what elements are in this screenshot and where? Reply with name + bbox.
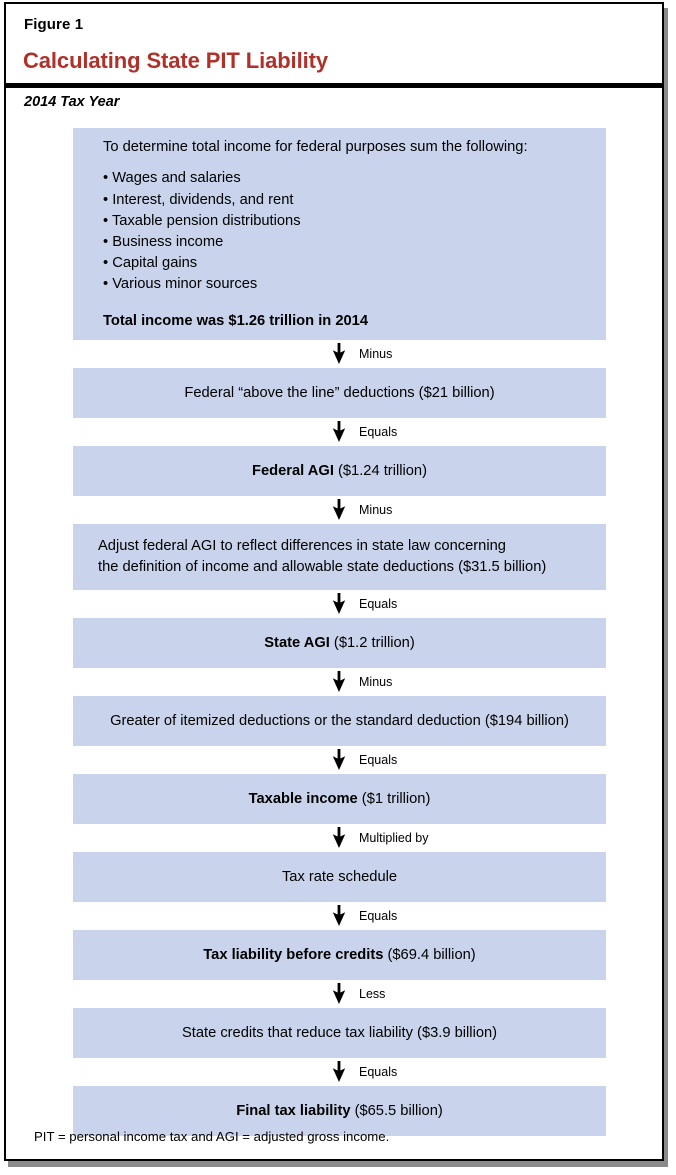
tax-rate-schedule-label: Tax rate schedule [281, 868, 398, 885]
connector-equals-5 [73, 1058, 606, 1086]
final-tax-liability-term: Final tax liability [236, 1102, 351, 1119]
state-agi-amount: ($1.2 trillion) [329, 634, 415, 651]
connector-minus-3 [73, 668, 606, 696]
connector-label-minus-3: Minus [359, 675, 393, 689]
connector-equals-1 [73, 418, 606, 446]
state-agi-term: State AGI [264, 634, 330, 651]
connector-label-minus-1: Minus [359, 347, 393, 361]
arrow-down-icon [332, 1061, 347, 1083]
header-divider-rule [6, 83, 662, 88]
federal-agi-amount: ($1.24 trillion) [333, 462, 427, 479]
connector-label-minus-2: Minus [359, 503, 393, 517]
flow-box-taxable-income [73, 774, 606, 824]
final-tax-liability-label [236, 1101, 443, 1122]
flow-box-tax-liability-before-credits [73, 930, 606, 980]
arrow-down-icon [332, 593, 347, 615]
connector-equals-2 [73, 590, 606, 618]
flow-box-tax-rate-schedule [73, 852, 606, 902]
connector-label-equals-3: Equals [359, 753, 398, 767]
connector-minus-2 [73, 496, 606, 524]
arrow-down-icon [332, 671, 347, 693]
figure-frame [4, 2, 664, 1161]
arrow-down-icon [332, 905, 347, 927]
connector-minus-1 [73, 340, 606, 368]
figure-footnote: PIT = personal income tax and AGI = adjusted gross income. [34, 1129, 390, 1144]
figure-subtitle: 2014 Tax Year [24, 94, 120, 110]
tax-liability-before-credits-term: Tax liability before credits [203, 946, 384, 963]
state-credits-label: State credits that reduce tax liability ($3.9 billion) [181, 1024, 498, 1041]
arrow-down-icon [332, 749, 347, 771]
final-tax-liability-amount: ($65.5 billion) [350, 1102, 443, 1119]
flow-box-state-credits [73, 1008, 606, 1058]
figure-number-label: Figure 1 [24, 16, 84, 33]
bullet-various-minor-sources: • Various minor sources [103, 276, 258, 293]
taxable-income-amount: ($1 trillion) [357, 790, 431, 807]
arrow-down-icon [332, 421, 347, 443]
flow-box-state-agi [73, 618, 606, 668]
flow-box-federal-agi [73, 446, 606, 496]
bullet-interest-dividends-rent: • Interest, dividends, and rent [103, 191, 294, 208]
flow-box-total-income [73, 128, 606, 340]
flow-box-state-adjustments [73, 524, 606, 590]
state-adjustments-line-1: Adjust federal AGI to reflect differences in state law concerning [98, 538, 506, 555]
figure-title: Calculating State PIT Liability [23, 48, 328, 73]
bullet-business-income: • Business income [103, 234, 224, 250]
figure-header [6, 4, 662, 83]
tax-liability-before-credits-label [203, 945, 475, 966]
above-the-line-deductions-label: Federal “above the line” deductions ($21 billion) [184, 384, 495, 401]
connector-less [73, 980, 606, 1008]
deductions-label: Greater of itemized deductions or the standard deduction ($194 billion) [110, 712, 569, 729]
connector-equals-4 [73, 902, 606, 930]
federal-agi-label [252, 461, 427, 482]
total-income-value: Total income was $1.26 trillion in 2014 [103, 312, 369, 329]
tax-liability-before-credits-amount: ($69.4 billion) [383, 946, 476, 963]
arrow-down-icon [332, 499, 347, 521]
connector-label-equals-1: Equals [359, 425, 398, 439]
taxable-income-label [249, 789, 431, 810]
connector-multiplied-by [73, 824, 606, 852]
arrow-down-icon [332, 343, 347, 365]
arrow-down-icon [332, 983, 347, 1005]
flow-box-above-the-line-deductions [73, 368, 606, 418]
total-income-intro: To determine total income for federal purposes sum the following: [103, 139, 528, 156]
connector-equals-3 [73, 746, 606, 774]
connector-label-less: Less [359, 987, 386, 1001]
state-agi-label [264, 633, 414, 654]
connector-label-equals-5: Equals [359, 1065, 398, 1079]
connector-label-equals-4: Equals [359, 909, 398, 923]
arrow-down-icon [332, 827, 347, 849]
state-adjustments-line-2: the definition of income and allowable state deductions ($31.5 billion) [98, 559, 547, 575]
bullet-capital-gains: • Capital gains [103, 255, 198, 272]
bullet-wages-and-salaries: • Wages and salaries [103, 170, 241, 187]
connector-label-multiplied-by: Multiplied by [359, 831, 429, 845]
flow-box-deductions [73, 696, 606, 746]
federal-agi-term: Federal AGI [252, 462, 334, 479]
flow-diagram [73, 128, 606, 1136]
bullet-taxable-pension-distributions: • Taxable pension distributions [103, 212, 301, 229]
connector-label-equals-2: Equals [359, 597, 398, 611]
taxable-income-term: Taxable income [248, 790, 358, 807]
